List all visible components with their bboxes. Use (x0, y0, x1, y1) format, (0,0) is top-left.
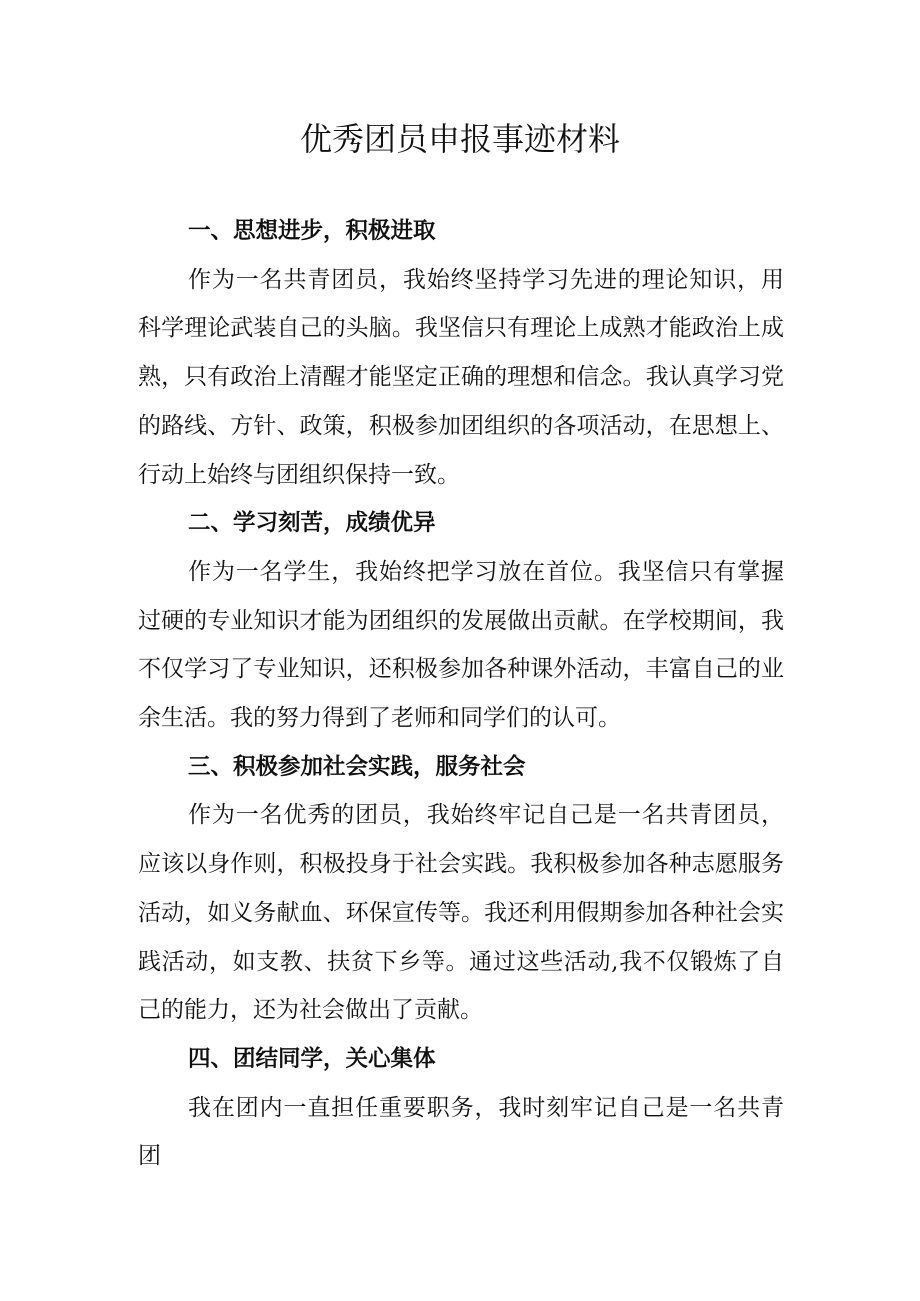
section-heading-4: 四、团结同学，关心集体 (188, 1045, 436, 1072)
document-title: 优秀团员申报事迹材料 (299, 120, 620, 158)
section-heading-2: 二、学习刻苦，成绩优异 (188, 510, 436, 537)
section-paragraph-4: 我在团内一直担任重要职务，我时刻牢记自己是一名共青团 (138, 1094, 784, 1170)
section-paragraph-2: 作为一名学生，我始终把学习放在首位。我坚信只有掌握过硬的专业知识才能为团组织的发展做出贡献。在学校期间，我不仅学习了专业知识，还积极参加各种课外活动，丰富自己的业余生活。我的努力得到了老师和同学们的认可。 (138, 558, 784, 732)
section-heading-1: 一、思想进步，积极进取 (188, 218, 436, 244)
section-heading-3: 三、积极参加社会实践，服务社会 (188, 753, 526, 780)
section-paragraph-1: 作为一名共青团员，我始终坚持学习先进的理论知识，用科学理论武装自己的头脑。我坚信只有理论上成熟才能政治上成熟，只有政治上清醒才能坚定正确的理想和信念。我认真学习党的路线、方针、政策，积极参加团组织的各项活动，在思想上、行动上始终与团组织保持一致。 (138, 266, 784, 488)
section-paragraph-3: 作为一名优秀的团员，我始终牢记自己是一名共青团员，应该以身作则，积极投身于社会实践。我积极参加各种志愿服务活动，如义务献血、环保宣传等。我还利用假期参加各种社会实践活动，如支教、扶贫下乡等。通过这些活动,我不仅锻炼了自己的能力，还为社会做出了贡献。 (138, 802, 784, 1024)
document-body (138, 207, 784, 1170)
